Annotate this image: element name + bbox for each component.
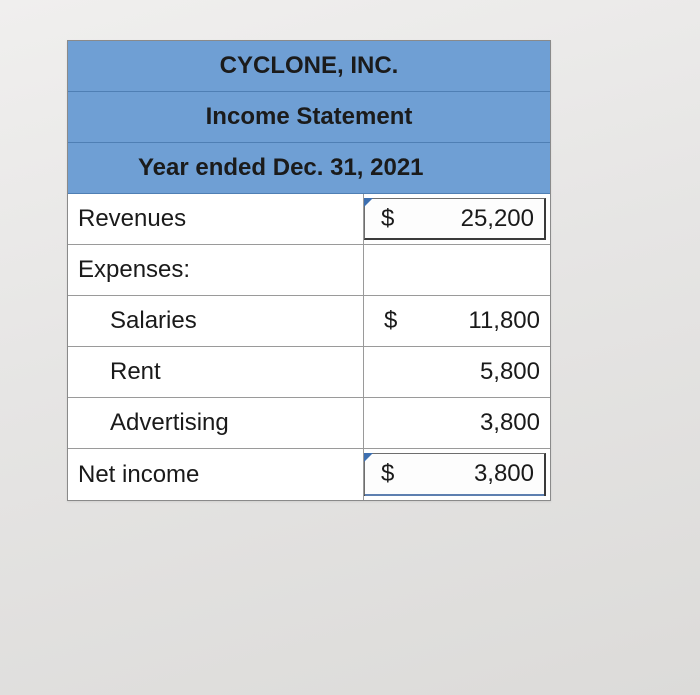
input-marker-icon <box>364 198 373 207</box>
net-income-amount-input[interactable] <box>364 453 546 496</box>
statement-title: Income Statement <box>68 92 550 143</box>
company-name: CYCLONE, INC. <box>68 41 550 92</box>
input-marker-icon <box>364 453 373 462</box>
row-label-net-income: Net income <box>68 449 364 500</box>
total-underline <box>365 494 544 496</box>
row-label-salaries: Salaries <box>68 296 364 346</box>
table-row-advertising <box>68 398 550 449</box>
statement-period: Year ended Dec. 31, 2021 <box>68 143 550 194</box>
table-row-expenses-header <box>68 245 550 296</box>
row-label-revenues: Revenues <box>68 194 364 244</box>
revenues-amount-input[interactable] <box>364 198 546 240</box>
amount-value: 3,800 <box>479 409 540 436</box>
table-row-net-income <box>68 449 550 500</box>
expenses-amount-cell <box>364 245 550 295</box>
amount-value: 25,200 <box>460 204 534 232</box>
table-row-revenues <box>68 194 550 245</box>
table-row-rent <box>68 347 550 398</box>
currency-symbol: $ <box>384 307 398 334</box>
currency-symbol: $ <box>381 460 395 487</box>
table-row-salaries <box>68 296 550 347</box>
amount-value: 11,800 <box>468 307 540 334</box>
rent-amount-cell <box>364 347 550 397</box>
currency-symbol: $ <box>381 204 395 232</box>
advertising-amount-cell <box>364 398 550 448</box>
amount-value: 5,800 <box>479 358 540 385</box>
salaries-amount-cell <box>364 296 550 346</box>
amount-value: 3,800 <box>473 460 534 487</box>
row-label-rent: Rent <box>68 347 364 397</box>
income-statement-table <box>67 40 551 501</box>
row-label-expenses: Expenses: <box>68 245 364 295</box>
row-label-advertising: Advertising <box>68 398 364 448</box>
